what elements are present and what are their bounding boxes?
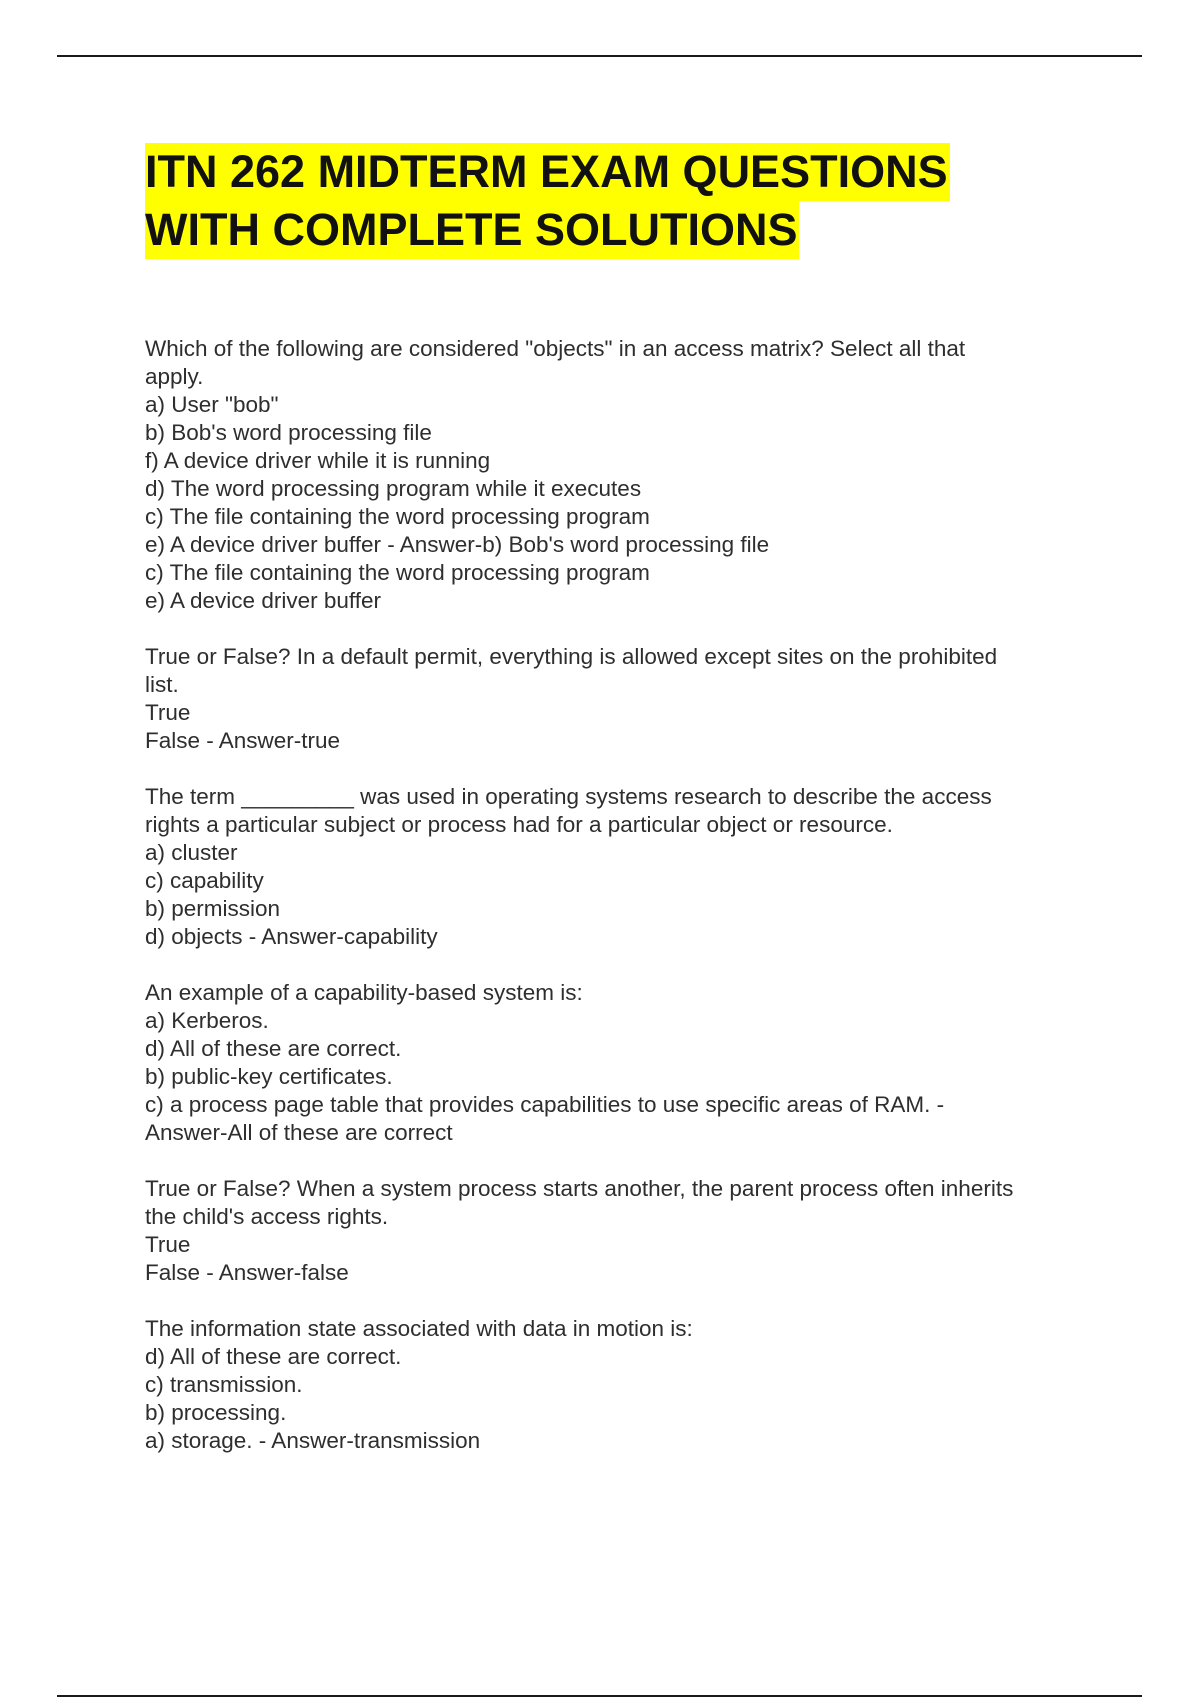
- question-list: [145, 335, 1090, 1483]
- question-text: The information state associated with data in motion is:: [145, 1316, 693, 1341]
- answer-option: c) a process page table that provides capabilities to use specific areas of RAM. -: [145, 1092, 945, 1117]
- answer-line: False - Answer-true: [145, 728, 341, 753]
- answer-option: a) Kerberos.: [145, 1008, 269, 1033]
- document-title: [145, 143, 1105, 259]
- title-line-2: WITH COMPLETE SOLUTIONS: [145, 201, 799, 259]
- answer-option: b) processing.: [145, 1400, 287, 1425]
- answer-option: d) All of these are correct.: [145, 1344, 402, 1369]
- question-text: Which of the following are considered "objects" in an access matrix? Select all that: [145, 336, 966, 361]
- question-text: An example of a capability-based system is:: [145, 980, 583, 1005]
- answer-line: a) storage. - Answer-transmission: [145, 1428, 481, 1453]
- title-line-1: ITN 262 MIDTERM EXAM QUESTIONS: [145, 143, 950, 201]
- question-text: list.: [145, 672, 179, 697]
- question-text: rights a particular subject or process had for a particular object or resource.: [145, 812, 893, 837]
- question-block: [145, 335, 1090, 615]
- question-text: the child's access rights.: [145, 1204, 389, 1229]
- answer-line: False - Answer-false: [145, 1260, 349, 1285]
- answer-option: d) All of these are correct.: [145, 1036, 402, 1061]
- answer-option: True: [145, 700, 191, 725]
- answer-line: c) The file containing the word processing program: [145, 560, 650, 585]
- answer-line: d) objects - Answer-capability: [145, 924, 438, 949]
- answer-option: b) Bob's word processing file: [145, 420, 432, 445]
- question-block: [145, 643, 1090, 755]
- question-text: The term _________ was used in operating systems research to describe the access: [145, 784, 992, 809]
- answer-option: c) transmission.: [145, 1372, 303, 1397]
- question-text: True or False? In a default permit, everything is allowed except sites on the prohibited: [145, 644, 998, 669]
- answer-line: Answer-All of these are correct: [145, 1120, 453, 1145]
- answer-option: b) public-key certificates.: [145, 1064, 393, 1089]
- answer-line: e) A device driver buffer: [145, 588, 381, 613]
- bottom-rule: [57, 1695, 1142, 1697]
- question-block: [145, 1175, 1090, 1287]
- answer-option: a) User "bob": [145, 392, 279, 417]
- answer-option: c) The file containing the word processing program: [145, 504, 650, 529]
- question-block: [145, 783, 1090, 951]
- answer-line: e) A device driver buffer - Answer-b) Bob's word processing file: [145, 532, 770, 557]
- top-rule: [57, 55, 1142, 57]
- answer-option: c) capability: [145, 868, 264, 893]
- question-text: True or False? When a system process starts another, the parent process often inherits: [145, 1176, 1014, 1201]
- answer-option: d) The word processing program while it executes: [145, 476, 642, 501]
- answer-option: True: [145, 1232, 191, 1257]
- answer-option: b) permission: [145, 896, 281, 921]
- question-text: apply.: [145, 364, 204, 389]
- question-block: [145, 1315, 1090, 1455]
- answer-option: a) cluster: [145, 840, 238, 865]
- answer-option: f) A device driver while it is running: [145, 448, 491, 473]
- question-block: [145, 979, 1090, 1147]
